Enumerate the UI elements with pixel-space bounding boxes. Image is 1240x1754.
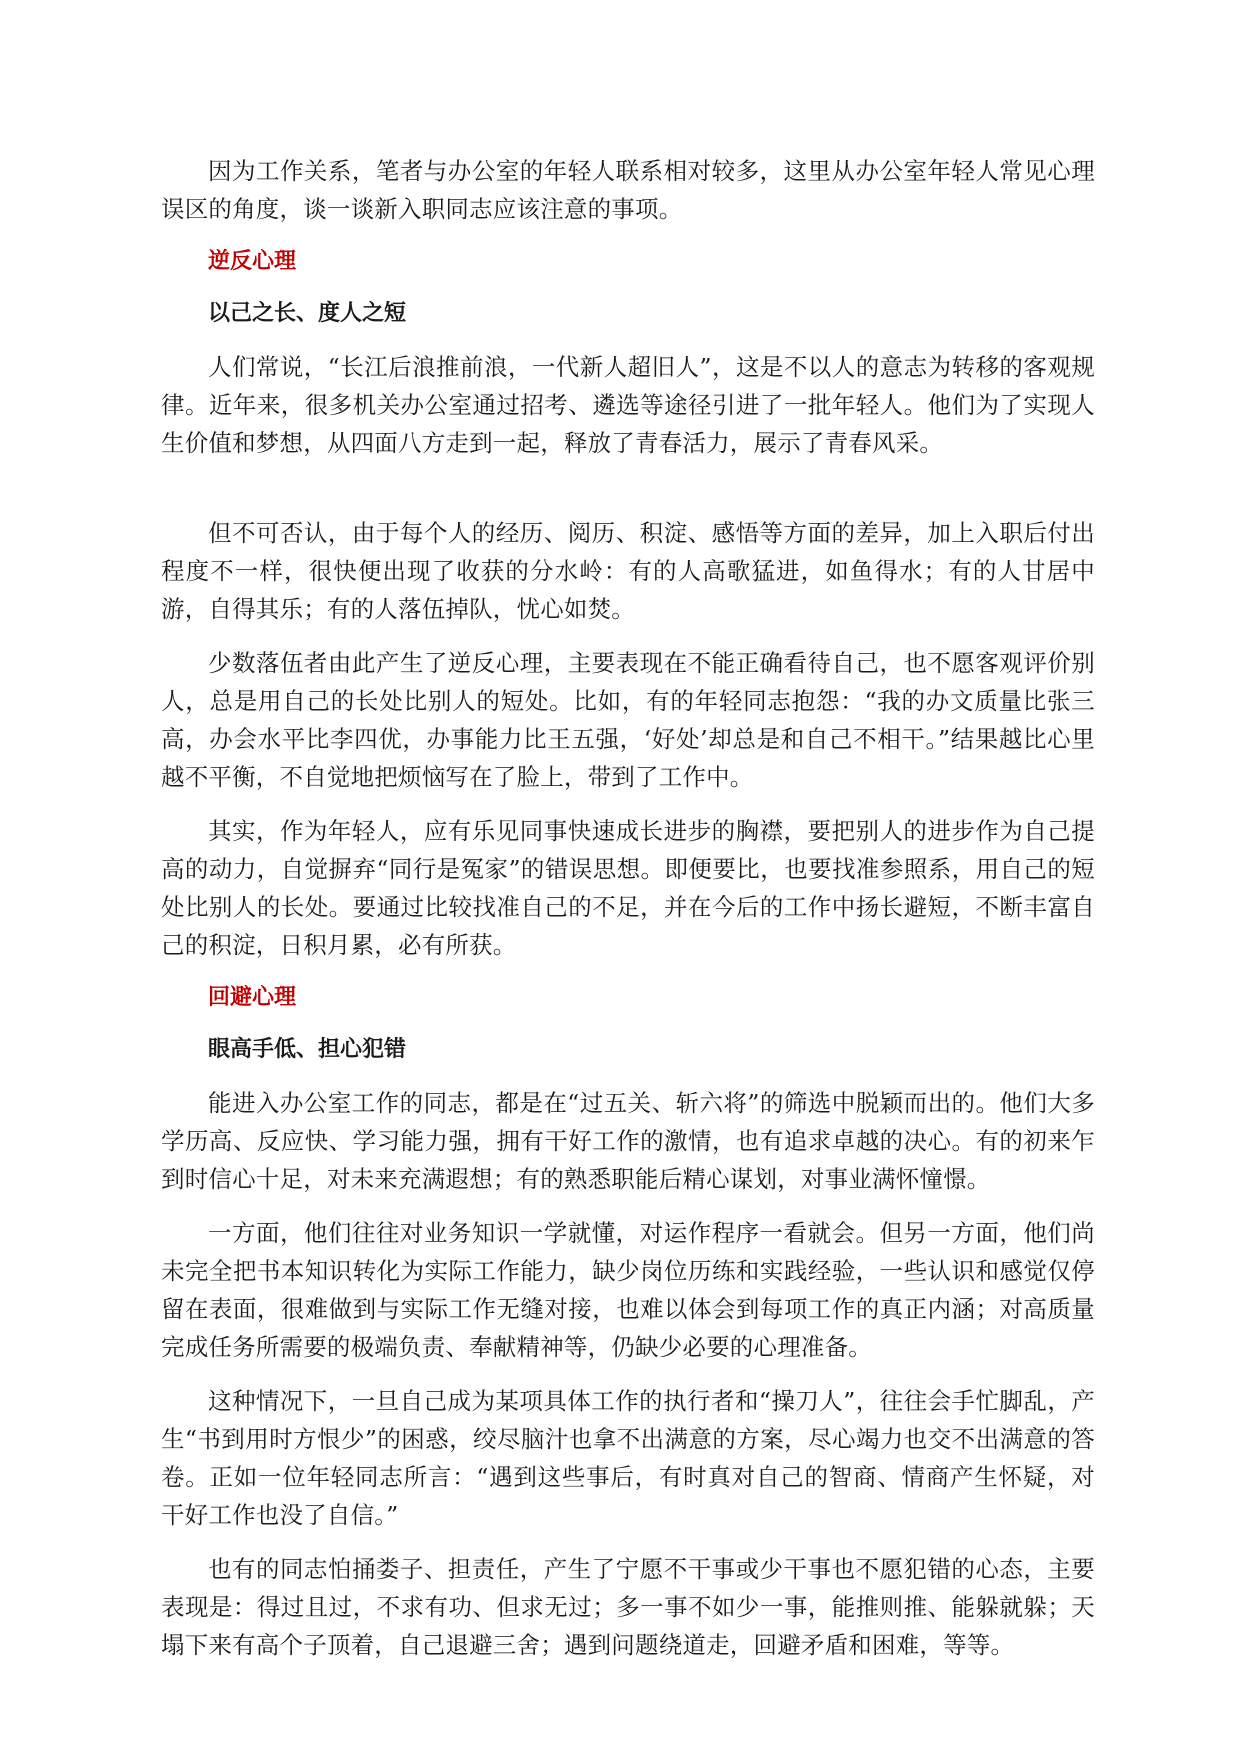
section-subtitle: 以己之长、度人之短 <box>208 301 407 326</box>
section-subtitle: 眼高手低、担心犯错 <box>208 1037 407 1062</box>
section-rebellious <box>161 244 1095 964</box>
intro-paragraph: 因为工作关系，笔者与办公室的年轻人联系相对较多，这里从办公室年轻人常见心理误区的角度，谈一谈新入职同志应该注意的事项。 <box>161 157 1095 223</box>
body-paragraph: 人们常说，“长江后浪推前浪，一代新人超旧人”，这是不以人的意志为转移的客观规律。近年来，很多机关办公室通过招考、遴选等途径引进了一批年轻人。他们为了实现人生价值和梦想，从四面八方走到一起，释放了青春活力，展示了青春风采。 <box>161 353 1095 457</box>
section-title: 逆反心理 <box>208 249 297 274</box>
body-paragraph: 也有的同志怕捅娄子、担责任，产生了宁愿不干事或少干事也不愿犯错的心态，主要表现是：得过且过，不求有功、但求无过；多一事不如少一事，能推则推、能躲就躲；天塌下来有高个子顶着，自己退避三舍；遇到问题绕道走，回避矛盾和困难，等等。 <box>161 1555 1095 1659</box>
body-paragraph: 这种情况下，一旦自己成为某项具体工作的执行者和“操刀人”，往往会手忙脚乱，产生“书到用时方恨少”的困惑，绞尽脑汁也拿不出满意的方案，尽心竭力也交不出满意的答卷。正如一位年轻同志所言：“遇到这些事后，有时真对自己的智商、情商产生怀疑，对干好工作也没了自信。” <box>161 1387 1095 1529</box>
document-page <box>161 152 1095 1680</box>
body-paragraph: 一方面，他们往往对业务知识一学就懂，对运作程序一看就会。但另一方面，他们尚未完全把书本知识转化为实际工作能力，缺少岗位历练和实践经验，一些认识和感觉仅停留在表面，很难做到与实际工作无缝对接，也难以体会到每项工作的真正内涵；对高质量完成任务所需要的极端负责、奉献精神等，仍缺少必要的心理准备。 <box>161 1219 1095 1361</box>
section-title: 回避心理 <box>208 985 297 1010</box>
body-paragraph: 其实，作为年轻人，应有乐见同事快速成长进步的胸襟，要把别人的进步作为自己提高的动力，自觉摒弃“同行是冤家”的错误思想。即便要比，也要找准参照系，用自己的短处比别人的长处。要通过比较找准自己的不足，并在今后的工作中扬长避短，不断丰富自己的积淀，日积月累，必有所获。 <box>161 817 1095 959</box>
body-paragraph: 能进入办公室工作的同志，都是在“过五关、斩六将”的筛选中脱颖而出的。他们大多学历高、反应快、学习能力强，拥有干好工作的激情，也有追求卓越的决心。有的初来乍到时信心十足，对未来充满遐想；有的熟悉职能后精心谋划，对事业满怀憧憬。 <box>161 1089 1095 1193</box>
body-paragraph: 但不可否认，由于每个人的经历、阅历、积淀、感悟等方面的差异，加上入职后付出程度不一样，很快便出现了收获的分水岭：有的人高歌猛进，如鱼得水；有的人甘居中游，自得其乐；有的人落伍掉队，忧心如焚。 <box>161 519 1095 623</box>
body-paragraph: 少数落伍者由此产生了逆反心理，主要表现在不能正确看待自己，也不愿客观评价别人，总是用自己的长处比别人的短处。比如，有的年轻同志抱怨：“我的办文质量比张三高，办会水平比李四优，办事能力比王五强，‘好处’却总是和自己不相干。”结果越比心里越不平衡，不自觉地把烦恼写在了脸上，带到了工作中。 <box>161 649 1095 791</box>
section-avoidance <box>161 980 1095 1664</box>
